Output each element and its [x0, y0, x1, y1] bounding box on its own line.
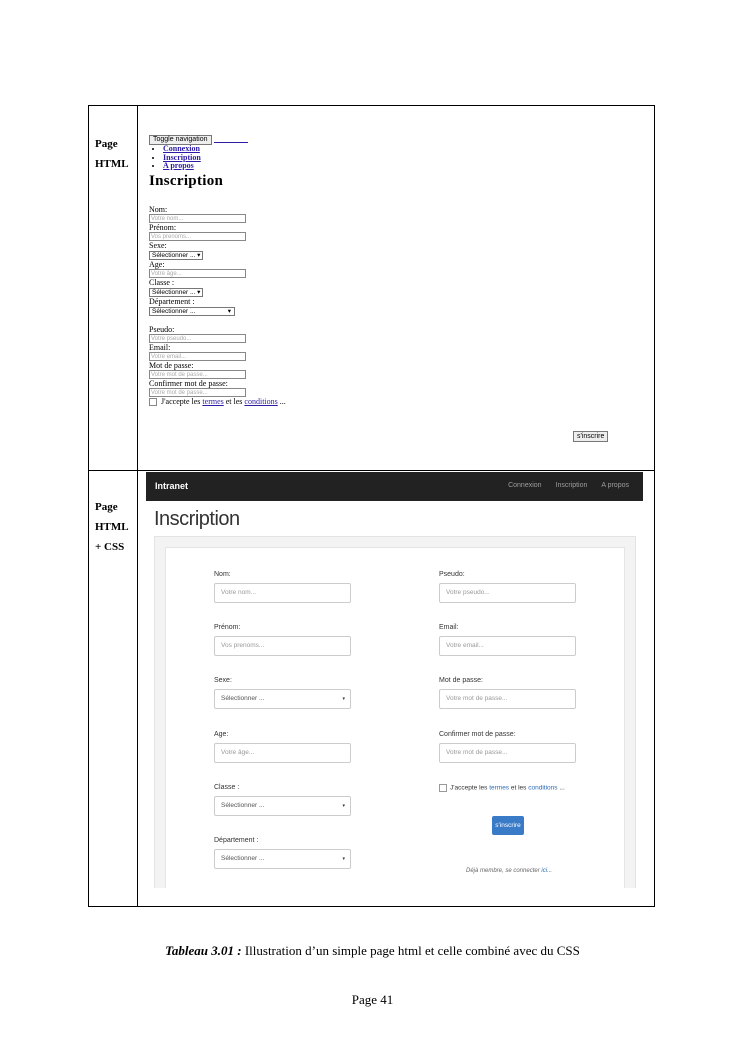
plain-accept-checkbox[interactable]: [149, 398, 157, 406]
brand-link[interactable]: [214, 136, 248, 143]
email-input[interactable]: Votre email...: [439, 636, 576, 656]
plain-confirm-input[interactable]: Votre mot de passe...: [149, 388, 246, 397]
accept-text: J'accepte les: [450, 784, 488, 792]
submit-button[interactable]: s'inscrire: [492, 816, 524, 835]
plain-conditions-link[interactable]: conditions: [244, 396, 278, 406]
navbar-links: [496, 482, 629, 489]
table-column-divider: [137, 106, 138, 906]
pseudo-label: Pseudo:: [439, 571, 465, 578]
select-value: Sélectionner ...: [221, 855, 265, 862]
pseudo-input[interactable]: Votre pseudo...: [439, 583, 576, 603]
toggle-navigation-button[interactable]: Toggle navigation: [149, 135, 212, 145]
already-member-text: [466, 868, 552, 874]
accept-checkbox[interactable]: [439, 784, 447, 792]
plain-nom-label: Nom:: [149, 204, 168, 214]
already-member-label: Déjà membre, se connecter: [466, 868, 540, 874]
select-value: Sélectionner ...: [221, 802, 265, 809]
chevron-down-icon: ▾: [227, 307, 231, 315]
plain-nom-input[interactable]: Votre nom...: [149, 214, 246, 223]
confirm-input[interactable]: Votre mot de passe...: [439, 743, 576, 763]
plain-nav-connexion-link[interactable]: Connexion: [163, 144, 200, 153]
accept-text: ...: [559, 784, 565, 792]
plain-html-screenshot: [149, 134, 605, 440]
mdp-label: Mot de passe:: [439, 677, 483, 684]
confirm-label: Confirmer mot de passe:: [439, 731, 516, 738]
classe-select[interactable]: [214, 796, 351, 816]
row-label-html-css: [95, 497, 129, 557]
figure-caption: [0, 943, 745, 959]
plain-terms-link[interactable]: termes: [202, 396, 224, 406]
select-value: Sélectionner ...: [221, 695, 265, 702]
nav-apropos-link[interactable]: A propos: [601, 482, 629, 489]
select-value: Sélectionner ...: [152, 307, 196, 315]
row-label-line: Page: [95, 138, 118, 150]
accept-text: et les: [225, 396, 243, 406]
classe-label: Classe :: [214, 784, 240, 791]
dept-select[interactable]: [214, 849, 351, 869]
plain-pseudo-input[interactable]: Votre pseudo...: [149, 334, 246, 343]
chevron-down-icon: ▾: [342, 696, 345, 702]
plain-nav-apropos-link[interactable]: A propos: [163, 161, 194, 170]
form-panel: [165, 547, 625, 888]
nom-label: Nom:: [214, 571, 231, 578]
plain-nav-item: [163, 162, 286, 171]
chevron-down-icon: ▾: [342, 856, 345, 862]
row-label-line: HTML: [95, 521, 129, 533]
select-value: Sélectionner ...: [152, 251, 196, 259]
email-label: Email:: [439, 624, 459, 631]
plain-age-input[interactable]: Votre âge...: [149, 269, 246, 278]
sexe-select[interactable]: [214, 689, 351, 709]
form-well: [154, 536, 636, 888]
plain-pseudo-label: Pseudo:: [149, 324, 175, 334]
navbar: [146, 472, 643, 501]
dept-label: Département :: [214, 837, 259, 844]
plain-dept-select[interactable]: [149, 307, 235, 316]
caption-label: Tableau 3.01 :: [165, 943, 242, 958]
plain-classe-label: Classe :: [149, 277, 175, 287]
nom-input[interactable]: Votre nom...: [214, 583, 351, 603]
already-member-suffix: ...: [547, 868, 553, 874]
plain-nav-inscription-link[interactable]: Inscription: [163, 152, 201, 162]
brand-logo[interactable]: Intranet: [155, 481, 189, 491]
plain-sexe-select[interactable]: [149, 251, 203, 260]
sexe-label: Sexe:: [214, 677, 232, 684]
accept-row: [439, 784, 565, 792]
caption-text: Illustration d’un simple page html et celle combiné avec du CSS: [244, 943, 580, 958]
prenom-label: Prénom:: [214, 624, 241, 631]
nav-connexion-link[interactable]: Connexion: [508, 482, 542, 489]
row-label-line: HTML: [95, 158, 129, 170]
accept-text: et les: [510, 784, 527, 792]
table-row-divider: [89, 470, 654, 471]
plain-mdp-label: Mot de passe:: [149, 360, 194, 370]
page-title: Inscription: [154, 508, 240, 530]
styled-html-screenshot: [146, 472, 643, 888]
accept-text: J'accepte les: [161, 396, 201, 406]
plain-accept-row: [149, 397, 286, 406]
terms-link[interactable]: termes: [489, 784, 510, 792]
select-value: Sélectionner ...: [152, 288, 196, 296]
plain-submit-button[interactable]: s'inscrire: [573, 431, 608, 442]
plain-prenom-input[interactable]: Vos prenoms...: [149, 232, 246, 241]
plain-email-label: Email:: [149, 342, 171, 352]
plain-confirm-label: Confirmer mot de passe:: [149, 378, 228, 388]
row-label-line: Page: [95, 501, 118, 513]
conditions-link[interactable]: conditions: [528, 784, 558, 792]
plain-nav-list: [149, 145, 286, 171]
chevron-down-icon: ▾: [197, 288, 201, 296]
age-label: Age:: [214, 731, 229, 738]
nav-inscription-link[interactable]: Inscription: [555, 482, 588, 489]
row-label-html: [95, 134, 129, 174]
plain-page-title: Inscription: [149, 172, 224, 189]
accept-text: ...: [279, 396, 286, 406]
chevron-down-icon: ▾: [197, 251, 201, 259]
comparison-table: [88, 105, 655, 907]
age-input[interactable]: Votre âge...: [214, 743, 351, 763]
plain-prenom-label: Prénom:: [149, 222, 177, 232]
plain-sexe-label: Sexe:: [149, 240, 167, 250]
plain-age-label: Age:: [149, 259, 165, 269]
plain-mdp-input[interactable]: Votre mot de passe...: [149, 370, 246, 379]
plain-email-input[interactable]: Votre email...: [149, 352, 246, 361]
plain-dept-label: Département :: [149, 296, 195, 306]
login-link[interactable]: ici: [541, 868, 548, 874]
mdp-input[interactable]: Votre mot de passe...: [439, 689, 576, 709]
plain-classe-select[interactable]: [149, 288, 203, 297]
row-label-line: + CSS: [95, 541, 125, 553]
prenom-input[interactable]: Vos prenoms...: [214, 636, 351, 656]
page-number: Page 41: [351, 992, 394, 1007]
chevron-down-icon: ▾: [342, 803, 345, 809]
